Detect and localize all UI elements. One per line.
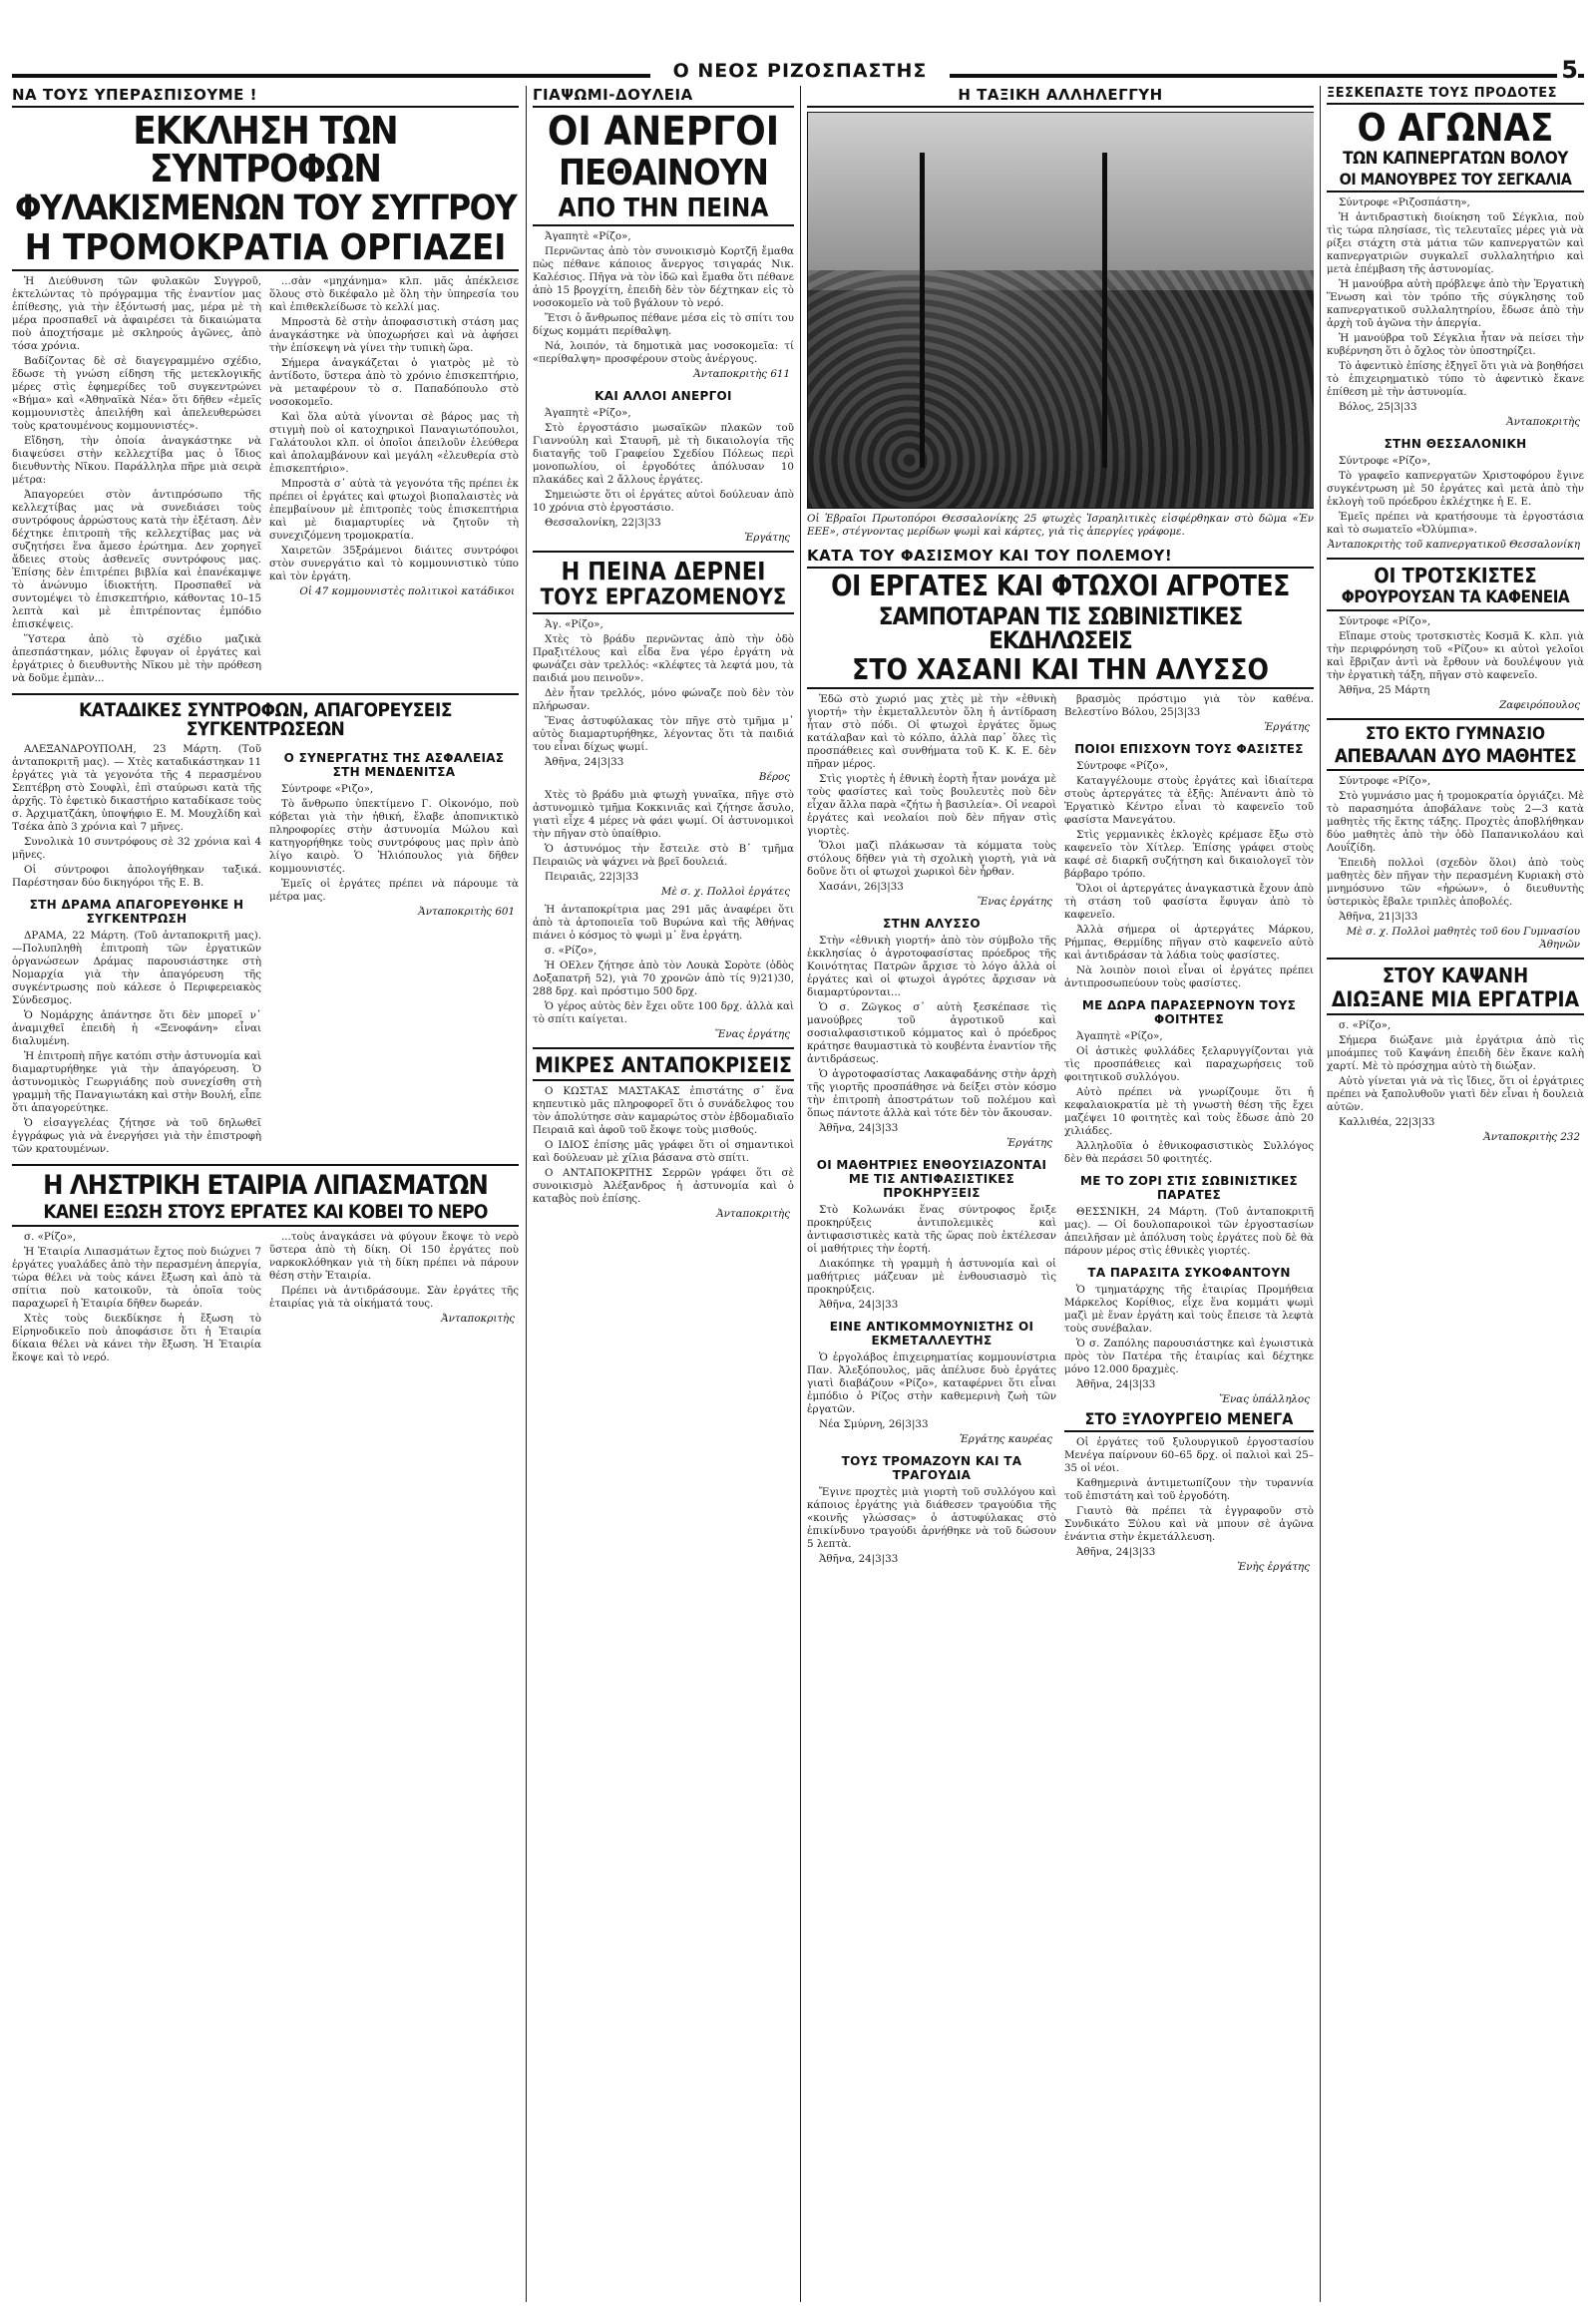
paragraph: Σημειώστε ὅτι οἱ ἐργάτες αὐτοὶ δούλευαν ἀπὸ 10 χρόνια στὸ ἐργοστάσιο. <box>533 489 794 514</box>
paragraph: Σύντροφε «Ριζο», <box>281 783 374 795</box>
paragraph: Καθημερινὰ ἀντιμετωπίζουν τὴν τυραννία τοῦ ἐπιστάτη καὶ τοῦ ἐργοδότη. <box>1064 1477 1314 1502</box>
paragraph: Ὁ ἀστυνόμος τὴν ἔστειλε στὸ Β᾽ τμῆμα Πειραιῶς νὰ ψάχνει νὰ βρεῖ δουλειά. <box>533 843 794 868</box>
paragraph: Μπροστὰ σ᾽ αὐτὰ τὰ γεγονότα τῆς πρέπει ἐκ πρέπει οἱ ἐργάτες καὶ φτωχοὶ βιοπαλαιστὲς νὰ ἐπεμβαίνουν μὲ ἐπιτροπὲς τοὺς ἐπισκεπτήρια καὶ μὲ διαμαρτυρίες νὰ ζητοῦν τὴ συνεχιζόμενη τρομοκρατία. <box>269 478 519 542</box>
paragraph: Νά, λοιπόν, τὰ δημοτικὰ μας νοσοκομεῖα: τί «περίθαλψη» προσφέρουν στοὺς ἀνέργους. <box>533 340 794 365</box>
paragraph: Ἡ Ἑταιρία Λιπασμάτων ἔχτος ποὺ διώχνει 7 ἐργάτες γυαλάδες ἀπὸ τὴν περασμένη ἀπεργία, τώρα θέλει νὰ τοὺς κάνει ἔξωση καὶ ἀπὸ τὰ σπίτια ποὺ κατοικοῦν, τὰ ὁποῖα τοὺς παραχωρεῖ ἡ Ἑταιρία δῆθεν δωρεάν. <box>12 1246 261 1310</box>
article-body <box>12 275 519 687</box>
paragraph: Δὲν ἦταν τρελλός, μόνο φώναζε ποὺ δὲν τὸν πλήρωσαν. <box>533 687 794 712</box>
paragraph: Ἐμεῖς πρέπει νὰ κρατήσουμε τὰ ἐργοστάσια καὶ τὸ σωματεῖο «Ὀλύμπια». <box>1327 511 1584 536</box>
headline: ΔΙΩΞΑΝΕ ΜΙΑ ΕΡΓΑΤΡΙΑ <box>1327 989 1584 1015</box>
page-number: 5 <box>1557 56 1578 84</box>
newspaper-title: Ο ΝΕΟΣ ΡΙΖΟΣΠΑΣΤΗΣ <box>650 60 950 82</box>
paragraph: Ἀγαπητὲ «Ρίζο», <box>1076 1030 1163 1042</box>
paragraph: Τὸ ἀφεντικὸ ἐπίσης ἐξηγεῖ ὅτι γιὰ νὰ βοηθήσει τὸ ἐπιχειρηματικὸ τύπο τὸ ἀφεντικὸ ἔκανε ἐπίθεση μὲ τὴν ἀστυνομία. <box>1327 360 1584 398</box>
subheading: ΜΕ ΤΟ ΖΟΡΙ ΣΤΙΣ ΣΩΒΙΝΙΣΤΙΚΕΣ ΠΑΡΑΤΕΣ <box>1080 1174 1298 1202</box>
photo-caption: Οἱ Ἑβραῖοι Πρωτοπόροι Θεσσαλονίκης 25 φτωχὲς Ἰσραηλιτικὲς εἰσφέρθηκαν στὸ δῶμα «Ἐν ΕΕΕ», στέγνοντας μερίδων ψωμὶ καὶ κάρτες, γιὰ τὶς ἀπεργίες γράφομε. <box>807 513 1314 538</box>
subheading: ΜΕ ΔΩΡΑ ΠΑΡΑΣΕΡΝΟΥΝ ΤΟΥΣ ΦΟΙΤΗΤΕΣ <box>1081 998 1297 1026</box>
paragraph: Ἀθῆνα, 24|3|33 <box>819 1299 899 1311</box>
paragraph: βρασμὸς πρόστιμο γιὰ τὸν καθένα. Βελεστίνο Βόλου, 25|3|33 <box>1064 693 1314 718</box>
headline: ΣΤΟ ΞΥΛΟΥΡΓΕΙΟ ΜΕΝΕΓΑ <box>1064 1411 1314 1432</box>
signature: Ἕνας ἐργάτης <box>977 896 1052 908</box>
paragraph: Στὸ γυμνάσιο μας ἡ τρομοκρατία ὀργιάζει. Μὲ τὸ παρασημότα ἀποβάλανε τοὺς 2—3 κατὰ μαθητὲς τῆς ἕκτης τάξης. Προχτὲς ἀποβλήθηκαν δύο μαθητὲς ἀπὸ τὴν ὁδὸ Παπανικολάου καὶ Λουΐζίδη. <box>1327 790 1584 854</box>
signature: Ἐργάτης <box>1264 721 1310 733</box>
paragraph: Ἀθῆνα, 24|3|33 <box>1076 1546 1156 1558</box>
paragraph: Χασάνι, 26|3|33 <box>819 881 904 893</box>
signature: Ἀνταποκριτὴς <box>441 1313 515 1325</box>
photo-sky <box>808 113 1314 290</box>
subheading: ΣΤΗΝ ΑΛΥΣΣΟ <box>883 917 981 931</box>
paragraph: Τὸ ἄνθρωπο ὑπεκτίμενο Γ. Οἰκονόμο, ποὺ κόβεται γιὰ τὴν ἠθική, ἔλαβε ἀποπνικτικὸ πληροφορίες στὴν ἀστυνομία Μώλου καὶ κατηγορήθηκε τοὺς συντρόφους μας πρὶν ἀπὸ λίγο καιρὸ. Ὁ Ἠλιόπουλος γιὰ δῆθεν κομμουνιστές. <box>269 798 519 875</box>
paragraph: ΑΛΕΞΑΝΔΡΟΥΠΟΛΗ, 23 Μάρτη. (Τοῦ ἀνταποκριτῆ μας). — Χτὲς καταδικάστηκαν 11 ἐργάτες γιὰ τὰ γεγονότα τῆς 4 περασμένου Σεπτέβρη στὸ Σουφλὶ, ἐπὶ σταύρωσι κατὰ τῆς ἀρχῆς. Τὸ ἐφετικὸ δικαστήριο καταδίκασε τοὺς σ. Ἀρχιματζάκη, ὑποψήφιο Ε. Μ. Μουχλίδη καὶ Τσέκα ἀπὸ 3 χρόνια καὶ 7 μῆνες. <box>12 743 261 833</box>
paragraph: Ἀθῆνα, 24|3|33 <box>545 756 624 768</box>
paragraph: Ὁ τμηματάρχης τῆς ἑταιρίας Προμήθεια Μάρκελος Κορίθιος, εἶχε ἕνα κομμάτι ψωμὶ μαζὶ μὲ ἕναν ἐργάτη καὶ τοὺς ἔπεισε τὰ λεφτὰ τοὺς συνέβαλαν. <box>1064 1284 1314 1335</box>
signature: Ἐργάτης <box>744 532 790 544</box>
paragraph: Αὐτὸ πρέπει νὰ γνωρίζουμε ὅτι ἡ κεφαλαιοκρατία μὲ τὴ γνωστὴ θέση τῆς ἔχει μαζέψει 10 φοιτητὲς καὶ τοὺς ἔδωσε ἀπὸ 20 χιλιάδες. <box>1064 1086 1314 1137</box>
divider <box>1327 558 1584 560</box>
signature: Ζαφειρόπουλος <box>1499 699 1580 711</box>
headline: ΣΤΟ ΕΚΤΟ ΓΥΜΝΑΣΙΟ <box>1365 724 1546 744</box>
headline: ΚΑΝΕΙ ΕΞΩΣΗ ΣΤΟΥΣ ΕΡΓΑΤΕΣ ΚΑΙ ΚΟΒΕΙ ΤΟ ΝΕΡΟ <box>12 1203 519 1227</box>
paragraph: Ὁ σ. Ζῶγκος σ᾽ αὐτὴ ξεσκέπασε τὶς μανούβρες τοῦ ἀγροτικοῦ καὶ σοσιαλφασιστικοῦ κόμματος καὶ ὁ πρόεδρος κράτησε θαυμαστικὰ τὸ κουβέντα ἐναντίον τῆς ἀντιδράσεως. <box>807 1001 1056 1065</box>
subheading: ΟΙ ΜΑΘΗΤΡΙΕΣ ΕΝΘΟΥΣΙΑΖΟΝΤΑΙ ΜΕ ΤΙΣ ΑΝΤΙΦΑΣΙΣΤΙΚΕΣ ΠΡΟΚΗΡΥΞΕΙΣ <box>816 1158 1047 1200</box>
signature: Μὲ σ. χ. Πολλοὶ μαθητὲς τοῦ 6ου Γυμνασίου Ἀθηνῶν <box>1346 926 1580 951</box>
paragraph: Ἐμεῖς οἱ ἐργάτες πρέπει νὰ πάρουμε τὰ μέτρα μας. <box>269 878 519 903</box>
signature: Ἀνταποκριτὴς <box>1506 416 1580 428</box>
headline: Η ΤΡΟΜΟΚΡΑΤΙΑ ΟΡΓΙΑΖΕΙ <box>12 230 519 271</box>
paragraph: Καλλιθέα, 22|3|33 <box>1339 1116 1435 1128</box>
paragraph: Σύντροφε «Ρίζο», <box>1339 455 1431 467</box>
headline: ΚΑΤΑΔΙΚΕΣ ΣΥΝΤΡΟΦΩΝ, ΑΠΑΓΟΡΕΥΣΕΙΣ ΣΥΓΚΕΝΤΡΩΣΕΩΝ <box>78 699 453 740</box>
paragraph: Τὸ γραφεῖο καπνεργατῶν Χριστοφόρου ἔγινε συγκέντρωση μὲ 50 ἐργάτες καὶ μετὰ ἀπὸ τὴν ἐκλογὴ τοῦ πρόεδρου ἐκλέχτηκε ἡ Ε. Ε. <box>1327 470 1584 508</box>
subheading: ΣΤΗ ΔΡΑΜΑ ΑΠΑΓΟΡΕΥΘΗΚΕ Η ΣΥΓΚΕΝΤΡΩΣΗ <box>29 898 244 926</box>
paragraph: Ὁ εἰσαγγελέας ζήτησε νὰ τοῦ δηλωθεῖ ἐγγράφως γιὰ νὰ ἐνεργήσει γιὰ τὴν ἐπιστροφὴ τῶν κρατουμένων. <box>12 1117 261 1155</box>
signature: Ἀνταποκριτὴς 601 <box>418 906 515 918</box>
paragraph: Εἴδηση, τὴν ὁποία ἀναγκάστηκε νὰ διαψεύσει στὴν κελλεχτίβα μας ὁ ἴδιος διευθυντὴς Νῖκου. Παράλληλα πῆρε μιὰ σειρὰ μέτρα: <box>12 435 261 486</box>
paragraph: Εἴπαμε στοὺς τροτσκιστὲς Κοσμᾶ Κ. κλπ. γιὰ τὴν περιφρόνηση τοῦ «Ρίζου» κι αὐτοὶ γελοῖοι καὶ ἔβριζαν ἀντὶ νὰ ἔρθουν νὰ δουλέψουν γιὰ τὴν ἐργατικὴ τάξη, πῆγαν στὸ καφενεῖο. <box>1327 630 1584 681</box>
paragraph: Σύντροφε «Ρίζο», <box>1076 760 1169 772</box>
paragraph: Νὰ λοιπὸν ποιοὶ εἶναι οἱ ἐργάτες πρέπει ἀντιπροσωπεύουν τοὺς φασίστες. <box>1064 964 1314 989</box>
paragraph: Γιαυτὸ θὰ πρέπει τὰ ἐγγραφοῦν στὸ Συνδικάτο Ξύλου καὶ νὰ μπουν σὲ ἀγῶνα ἐνάντια στὴν ἐκμετάλλευση. <box>1064 1505 1314 1543</box>
paragraph: Χτὲς τὸ βράδυ μιὰ φτωχὴ γυναῖκα, πῆγε στὸ ἀστυνομικὸ τμῆμα Κοκκινιᾶς καὶ ζήτησε ἄσυλο, γιατὶ εἶχε 4 μέρες νὰ φάει ψωμί. Οἱ ἀστυνομικοὶ τὴν πῆγαν στὸ ὑπαίθριο. <box>533 789 794 840</box>
paragraph: Ἐδῶ στὸ χωριό μας χτὲς μὲ τὴν «ἐθνικὴ γιορτή» τὴν ἐκμεταλλευτὸν ὅλη ἡ ἀντίδραση ἦταν στὸ πόδι. Οἱ φτωχοὶ ἐργάτες ὅμως κατάλαβαν καὶ τὸ κόλπο, ἀλλὰ παρ᾽ ὅλες τὶς προσπάθειες καὶ συνθήματα τοῦ Κ. Κ. Ε. δὲν πῆραν μέρος. <box>807 693 1056 770</box>
paragraph: Ἀθῆνα, 24|3|33 <box>819 1553 899 1565</box>
paragraph: Ἀθῆνα, 25 Μάρτη <box>1339 684 1430 696</box>
paragraph: Περνῶντας ἀπὸ τὸν συνοικισμὸ Κορτζῆ ἔμαθα πὼς πέθανε κάποιος ἄνεργος τσιγαράς Νικ. Καλέσιος. Πῆγα νὰ τὸν ἰδῶ καὶ ἔμαθα ὅτι πέθανε ἀπὸ 15 βρογχίτη, ἐπειδὴ δὲν τὸν δέχτηκαν εἰς τὸ νοσοκομεῖο νὰ τοῦ βγάλουν τὸ νερό. <box>533 245 794 309</box>
headline: ΑΠΕΒΑΛΑΝ ΔΥΟ ΜΑΘΗΤΕΣ <box>1327 747 1584 771</box>
subheading: ΤΟΥΣ ΤΡΟΜΑΖΟΥΝ ΚΑΙ ΤΑ ΤΡΑΓΟΥΔΙΑ <box>841 1454 1022 1482</box>
paragraph: σ. «Ρίζο», <box>545 945 598 957</box>
paragraph: Στὶς γιορτὲς ἡ ἐθνικὴ ἑορτὴ ἦταν μονάχα μὲ τοὺς φασίστες καὶ τοὺς βουλευτὲς ποὺ δὲν εἶχαν ἄλλα παρὰ «ζήτω ἡ βασιλεία». Οἱ νεαροὶ ἐργάτες καὶ νεολαίοι ποὺ δὲν πῆγαν στὶς γιορτὲς. <box>807 773 1056 837</box>
paragraph: Πρέπει νὰ ἀντιδράσουμε. Σὰν ἐργάτες τῆς ἑταιρίας γιὰ τὰ οἰκήματά τους. <box>269 1285 519 1310</box>
signature: Ἀνταποκριτὴς 611 <box>693 368 790 380</box>
paragraph: Ἡ ΟΕλεν ζήτησε ἀπὸ τὸν Λουκὰ Σορὸτε (ὁδὸς Δοξαπατρῆ 52), γιὰ 70 χρονῶν ἀπὸ τίς 9)21)30, 288 δρχ. καὶ πρόστιμο 500 δρχ. <box>533 960 794 997</box>
photo-pole <box>1102 153 1107 469</box>
paragraph: Ἡ ἀνταποκρίτρια μας 291 μᾶς ἀναφέρει ὅτι ἀπὸ τὰ ἀρτοποιεῖα τοῦ Βυρώνα καὶ τῆς Ἀθήνας πιάνει ὁ κόσμος τὸ ψωμὶ μ᾽ ἕνα ἐργάτη. <box>533 904 794 942</box>
signature: Ἐργάτης καυρέας <box>959 1433 1052 1445</box>
headline: ΕΚΚΛΗΣΗ ΤΩΝ ΣΥΝΤΡΟΦΩΝ <box>133 109 398 191</box>
paragraph: σ. «Ρίζο», <box>1339 1019 1392 1031</box>
paragraph: Ἐπειδὴ πολλοὶ (σχεδὸν ὅλοι) ἀπὸ τοὺς μαθητὲς δὲν πῆγαν τὴν περασμένη Κυριακὴ στὸ μνημόσυνο τῶν «ἡρώων», ὁ διευθυντὴς ὑστερικὸς ἔβαλε τριπλὲς ἀποβολές. <box>1327 857 1584 908</box>
paragraph: Ἀγ. «Ρίζο», <box>545 618 603 630</box>
paragraph: Οἱ σύντροφοι ἀπολογήθηκαν ταξικά. Παρέστησαν δύο δικηγόροι τῆς Ε. Β. <box>12 864 261 889</box>
column-divider <box>1320 86 1321 2302</box>
paragraph: ΘΕΣΣΝΙΚΗ, 24 Μάρτη. (Τοῦ ἀνταποκριτῆ μας). — Οἱ δουλοπαροικοὶ τῶν ἐργοστασίων ἀπειλῆσαν μὲ ἀπόλυση τοὺς ἐργάτες ποὺ δὲ θὰ πάρουν μέρος στὶς ἐθνικὲς γιορτές. <box>1064 1206 1314 1257</box>
divider <box>12 693 519 695</box>
paragraph: Βαδίζοντας δὲ σὲ διαγεγραμμένο σχέδιο, ἔδωσε τὴ γνώση είδηση τῆς μετεκλογικῆς μέρες στὶς ἐφημερίδες τοῦ συγκεντρώνει «Βήμα» καὶ «Ἀθηναϊκὰ Νέα» ὅτι δῆθεν «ἐμεῖς κομμουνιστὲς ἀπειλήθη καὶ ἀπελευθερώσει τοὺς κρατουμένους κομμουνιστές». <box>12 355 261 432</box>
paragraph: Ο ΚΩΣΤΑΣ ΜΑΣΤΑΚΑΣ ἐπιστάτης σ᾽ ἕνα κηπευτικὸ μᾶς πληροφορεῖ ὅτι ὁ συνάδελφος του τὸν ἀπολύτησε σὰν καμαρώτος στὸν ἑβδομαδιαῖο Πειραιᾶ καὶ ἀφοῦ τοῦ ἔκοψε τοὺς μισθούς. <box>533 1085 794 1136</box>
headline: ΣΤΟΥ ΚΑΨΑΝΗ <box>1382 963 1529 987</box>
paragraph: Ὕστερα ἀπὸ τὸ σχέδιο μαζικὰ ἀπεσπάστηκαν, μόλις ἔφυγαν οἱ ἐργάτες καὶ ἐργάτριες ὁ διευθυντὴς Νῖκου μὲ τὴν πρόθεση νὰ δοῦμε ἐμπὰν... <box>12 633 261 684</box>
paragraph: Αὐτὸ γίνεται γιὰ νὰ τὶς ἴδιες, ὅτι οἱ ἐργάτριες πρέπει νὰ ξαπολυθοῦν γιατὶ δὲν εἶναι ἡ δουλειὰ αὐτῶν. <box>1327 1075 1584 1113</box>
masthead <box>12 56 1584 84</box>
paragraph: Θεσσαλονίκη, 22|3|33 <box>545 517 661 529</box>
paragraph: Ἀγαπητὲ «Ρίζο», <box>545 407 631 419</box>
paragraph: Χτὲς τοὺς διεκδίκησε ἡ ἔξωση τὸ Εἰρηνοδικεῖο ποὺ ἀποφάσισε ὅτι ἡ Ἑταιρία δίκαια θέλει νὰ κάνει τὴν ἔξωση. Ἡ Ἑταιρία ἔκοψε καὶ τὸ νερό. <box>12 1313 261 1363</box>
signature: Ἕνας ὑπάλληλος <box>1219 1393 1310 1405</box>
paragraph: Χαιρετῶν 35ξράμενοι διάιτες συντρόφοι στὸν συνεργάτιο καὶ τὸ κομμουνιστικὸ τύπο καὶ τὸν ἐργάτη. <box>269 545 519 582</box>
section-kicker: ΓΙΑΨΩΜΙ-ΔΟΥΛΕΙΑ <box>533 84 794 108</box>
paragraph: Σύντροφε «Ρίζο», <box>1339 615 1431 627</box>
divider <box>1327 718 1584 720</box>
headline: ΦΡΟΥΡΟΥΣΑΝ ΤΑ ΚΑΦΕΝΕΙΑ <box>1327 589 1584 611</box>
paragraph: Σύντροφε «Ριζοσπάστη», <box>1339 196 1470 208</box>
paragraph: Ἀθῆνα, 24|3|33 <box>819 1122 899 1134</box>
paragraph: Καὶ ὅλα αὐτὰ γίνονται σὲ βάρος μας τὴ στιγμὴ ποὺ οἱ κατοχηρικοὶ Παναγιωτόπουλοι, Γαλάτουλοι κλπ. οἱ ὁποῖοι ἀπειλοῦν ἐλεύθερα καὶ ἀπολαμβάνουν καὶ μεγάλη «ἐλευθερία στὸ ἐπισκεπτήριο». <box>269 411 519 475</box>
paragraph: Οἱ ἀστικὲς φυλλάδες ξελαρυγγίζονται γιὰ τὶς προσπάθειες καὶ παραχωρήσεις τοῦ φοιτητικοῦ συλλόγου. <box>1064 1045 1314 1083</box>
headline: Η ΛΗΣΤΡΙΚΗ ΕΤΑΙΡΙΑ ΛΙΠΑΣΜΑΤΩΝ <box>43 1170 488 1201</box>
paragraph: Ἔτσι ὁ ἄνθρωπος πέθανε μέσα εἰς τὸ σπίτι του δίχως κομμάτι περίθαλψη. <box>533 312 794 337</box>
subheading: ΚΑΙ ΑΛΛΟΙ ΑΝΕΡΓΟΙ <box>595 389 732 403</box>
paragraph: Νέα Σμύρνη, 26|3|33 <box>819 1418 929 1430</box>
headline: Ο ΑΓΩΝΑΣ <box>1357 106 1554 150</box>
paragraph: Ὁ Νομάρχης ἀπάντησε ὅτι δὲν μπορεῖ ν᾽ ἀναμιχθεῖ ἐπειδὴ ἡ «Ξενοφάνη» εἶναι διαλυμένη. <box>12 1009 261 1047</box>
paragraph: Ὁ σ. Ζαπόλης παρουσιάστηκε καὶ ἐγωιστικὰ πρὸς τὸν Πατέρα τῆς ἑταιρίας καὶ δέχτηκε μόνο 12.000 δραχμὲς. <box>1064 1338 1314 1375</box>
divider <box>12 1164 519 1166</box>
paragraph: Ἀπαγορεύει στὸν ἀντιπρόσωπο τῆς κελλεχτίβας μας νὰ συνεδιάσει τοὺς συντρόφους ἀρρώστους κατὰ τὴν ἐξέταση. Δὲν δέχτηκε ἐπιτροπὴ τῆς κελλεχτίβας μας νὰ συζητήσει ἕνα ἄμεσο ἐρώτημα. Δεν χορηγεῖ ἄδειες στοὺς ἀσθενεῖς συντρόφους μας. Ἐπίσης δὲν ἐπιτρέπει βιβλία καὶ ἐπανέκαμψε τὸ ἀνώνυμο ἰδιοκτήτη. Προσπαθεῖ νὰ συντομέψει τὸ ἐπισκεπτήριο, κάθοντας 10–15 λεπτὰ καὶ μὲ ἐπιτρέποντας ἐμπόδιο ἐπισκέψεις. <box>12 489 261 630</box>
paragraph: Καταγγέλουμε στοὺς ἐργάτες καὶ ἰδιαίτερα στοὺς ἀρτεργάτες τὰ ἑξῆς: Ἀπέναντι ἀπὸ τὸ Ἐργατικὸ Κέντρο εἶναι τὸ καφενεῖο τοῦ φασίστα Μανεγάτου. <box>1064 775 1314 826</box>
paragraph: Χτὲς τὸ βράδυ περνῶντας ἀπὸ τὴν ὁδὸ Πραξιτέλους καὶ εἶδα ἕνα γέρο ἐργάτη νὰ φωνάζει σὰν τρελλός: «κλέφτες τὰ λεφτά μου, τὰ παιδιά μου πεινοῦν». <box>533 633 794 684</box>
paragraph: Ὁ ἀγροτοφασίστας Λακαφαδάνης στὴν ἀρχὴ τῆς γιορτῆς προσπάθησε νὰ δείξει στὸν κόσμο τὴν ἐπιτροπὴ ἀποστράτων τοῦ πολέμου καὶ ὅπως πάντοτε ἀλλὰ καὶ τότε δὲν τὸν ἄκουσαν. <box>807 1068 1056 1119</box>
signature: Ἐνὴς ἐργάτης <box>1237 1561 1310 1573</box>
signature: Βέρος <box>758 771 790 783</box>
section-kicker: ΞΕΣΚΕΠΑΣΤΕ ΤΟΥΣ ΠΡΟΔΟΤΕΣ <box>1327 84 1584 105</box>
paragraph: Στὶς γερμανικὲς ἐκλογὲς κρέμασε ἔξω στὸ καφενεῖο τὸν Χίτλερ. Ἐπίσης γράφει στοὺς καφέ σὲ διαρκῆ συζήτηση καὶ δικαιολογεῖ τὸν βάρβαρο τρόπο. <box>1064 829 1314 880</box>
paragraph: Μπροστὰ δὲ στὴν ἀποφασιστικὴ στάση μας ἀναγκάστηκε νὰ ὑποχωρήσει καὶ νὰ ἀφήσει τὴν ἐπίσκεψη νὰ γίνει τὴν τυπικὴ ὥρα. <box>269 316 519 354</box>
column-left <box>12 84 519 2306</box>
photo-crowd <box>808 270 1314 508</box>
divider <box>1327 958 1584 960</box>
paragraph: ...τοὺς ἀναγκάσει νὰ φύγουν ἔκοψε τὸ νερὸ ὕστερα ἀπὸ τὴ δίκη. Οἱ 150 ἐργάτες ποὺ ναρκοκλόθηκαν γιὰ τὴ δίκη πρέπει νὰ πάρουν θέση στὴν Ἑταιρία. <box>269 1231 519 1282</box>
headline: ΟΙ ΕΡΓΑΤΕΣ ΚΑΙ ΦΤΩΧΟΙ ΑΓΡΟΤΕΣ <box>831 570 1290 602</box>
paragraph: Σύντροφε «Ρίζο», <box>1339 775 1431 787</box>
divider <box>533 551 794 553</box>
photo-pole <box>920 153 925 469</box>
paragraph: Οἱ ἐργάτες τοῦ ξυλουργικοῦ ἐργοστασίου Μενέγα παίρνουν 60–65 δρχ. οἱ παλιοὶ καὶ 25–35 οἱ νέοι. <box>1064 1436 1314 1474</box>
subheading: ΣΤΗΝ ΘΕΣΣΑΛΟΝΙΚΗ <box>1384 437 1527 451</box>
headline: ΤΟΥΣ ΕΡΓΑΖΟΜΕΝΟΥΣ <box>533 587 794 614</box>
paragraph: Ἕνας ἀστυφύλακας τὸν πῆγε στὸ τμῆμα μ᾽ αὐτὸς διαμαρτυρήθηκε, λέγοντας ὅτι τὰ παιδιά του εἶναι δίχως ψωμί. <box>533 715 794 753</box>
paragraph: Ἡ ἀντιδραστικὴ διοίκηση τοῦ Σέγκλια, ποὺ τὶς τώρα πλησίασε, τὶς τελευταῖες μέρες γιὰ νὰ ρίξει στάχτη στὰ μάτια τῶν καπνεργατῶν καὶ καπνεργατριῶν συγκαλεῖ συλλαλητήριο καὶ μετὰ ἐπέμβαση τῆς ἀστυνομίας. <box>1327 211 1584 275</box>
headline: ΟΙ ΤΡΟΤΣΚΙΣΤΕΣ <box>1374 564 1537 587</box>
news-photo <box>807 112 1314 509</box>
paragraph: Ἔγινε προχτὲς μιὰ γιορτὴ τοῦ συλλόγου καὶ κάποιος ἐργάτης γιὰ διάθεσεν τραγούδια τῆς «κοινῆς γλώσσας» ὁ ἀστυφύλακας στὸ ἐπικίνδυνο τραγούδι ἀρνήθηκε νὰ τοῦ δώσουν 5 λεπτὰ. <box>807 1486 1056 1550</box>
headline: ΦΥΛΑΚΙΣΜΕΝΩΝ ΤΟΥ ΣΥΓΓΡΟΥ <box>14 189 517 228</box>
column-divider <box>800 86 801 2302</box>
paragraph: Συνολικὰ 10 συντρόφους σὲ 32 χρόνια καὶ 4 μῆνες. <box>12 836 261 861</box>
signature: Ἀνταποκριτὴς <box>716 1208 790 1220</box>
headline: ΤΩΝ ΚΑΠΝΕΡΓΑΤΩΝ ΒΟΛΟΥ <box>1343 149 1568 169</box>
paragraph: Ο ΑΝΤΑΠΟΚΡΙΤΗΣ Σερρῶν γράφει ὅτι σὲ συνοικισμὸ Ἀλέξανδρος ἡ ἀστυνομία καὶ ὁ καταβὸς ποὺ ἐπίσης. <box>533 1167 794 1205</box>
paragraph: Ἀθῆνα, 21|3|33 <box>1339 911 1418 923</box>
headline: ΑΠΟ ΤΗΝ ΠΕΙΝΑ <box>533 195 794 226</box>
subheading: Ο ΣΥΝΕΡΓΑΤΗΣ ΤΗΣ ΑΣΦΑΛΕΙΑΣ ΣΤΗ ΜΕΝΔΕΝΙΤΣΑ <box>283 751 505 779</box>
signature: Ἐργάτης <box>1006 1137 1052 1149</box>
paragraph: Ἀθῆνα, 24|3|33 <box>1076 1378 1156 1390</box>
paragraph: Σήμερα ἀναγκάζεται ὁ γιατρὸς μὲ τὸ ἀντίδοτο, ὕστερα ἀπὸ τὸ χρόνιο ἐπισκεπτήριο, νὰ μεταφέρουν τὸ σ. Παπαδόπουλο στὸ νοσοκομεῖο. <box>269 357 519 408</box>
paragraph: ...σὰν «μηχάνημα» κλπ. μᾶς ἀπέκλεισε ὅλους στὸ δικέφαλο μὲ ὅλη τὴν ὑπηρεσία του καὶ ἐπιθεκλείδωσε τὸ κελλί μας. <box>269 275 519 313</box>
paragraph: Ἡ μανούβρα τοῦ Σέγκλια ἦταν νὰ πείσει τὴν κυβέρνηση ὅτι ὁ ὄχλος τὸν ὑποστηρίζει. <box>1327 332 1584 357</box>
paragraph: Ἡ ἐπιτροπὴ πῆγε κατόπι στὴν ἀστυνομία καὶ διαμαρτυρήθηκε γιὰ τὴν ἀπαγόρευση. Ὁ ἀστυνομικὸς Γεωργιάδης ποὺ συνεχίσθη στὴ γραμμὴ τῆς Παναγιωτάκη καὶ στὴν Βουλή, εἶπε ὅτι ἀπαγορεύτηκε. <box>12 1050 261 1114</box>
paragraph: Ἀλληλοῦϊα ὁ ἐθνικοφασιστικὸς Συλλόγος δὲν θὰ περάσει 50 φοιτητές. <box>1064 1140 1314 1165</box>
column-second <box>533 84 794 2306</box>
paragraph: Ὁ ἐργολάβος ἐπιχειρηματίας κομμουνίστρια Παν. Ἀλεξόπουλος, μᾶς ἀπέλυσε δυὸ ἐργάτες γιατὶ διαβάζουν «Ρίζο», καταφέρνει ὅτι εἶναι ἐμπόδιο ὁ Ρίζος στὴν καθεμερινὴ ζωὴ τῶν ἐργατῶν. <box>807 1351 1056 1415</box>
subheading: ΕΙΝΕ ΑΝΤΙΚΟΜΜΟΥΝΙΣΤΗΣ ΟΙ ΕΚΜΕΤΑΛΛΕΥΤΗΣ <box>829 1320 1034 1348</box>
headline: Η ΠΕΙΝΑ ΔΕΡΝΕΙ <box>561 557 766 585</box>
signature: Μὲ σ. χ. Πολλοὶ ἐργάτες <box>660 886 790 898</box>
article-body <box>12 743 519 1158</box>
headline: ΣΤΟ ΧΑΣΑΝΙ ΚΑΙ ΤΗΝ ΑΛΥΣΣΟ <box>807 656 1314 689</box>
divider <box>533 1047 794 1049</box>
paragraph: Σήμερα διώξανε μιὰ ἐργάτρια ἀπὸ τὶς μποάμπες τοῦ Καψάνη ἐπειδὴ δὲν ἔκανε καλὴ χαρτί. Μὲ τὸ πρόσχημα αὐτὸ τὴ διώξαν. <box>1327 1034 1584 1072</box>
signature: Οἱ 47 κομμουνιστὲς πολιτικοὶ κατάδικοι <box>299 585 515 597</box>
column-third <box>807 84 1314 2306</box>
signature: Ἀνταποκριτὴς 232 <box>1483 1131 1580 1143</box>
column-divider <box>526 86 527 2302</box>
section-kicker: Η ΤΑΞΙΚΗ ΑΛΛΗΛΕΓΓΥΗ <box>807 84 1314 108</box>
headline: ΜΙΚΡΕΣ ΑΝΤΑΠΟΚΡΙΣΕΙΣ <box>533 1055 794 1081</box>
section-kicker: ΝΑ ΤΟΥΣ ΥΠΕΡΑΣΠΙΣΟΥΜΕ ! <box>12 84 519 108</box>
paragraph: Στὸ Κολωνάκι ἕνας σύντροφος ἔριξε προκηρύξεις ἀντιπολεμικὲς καὶ ἀντιφασιστικὲς κατὰ τῆς ὥρας ποὺ ἐκτέλεσαν οἱ μαθήτριες τὴν ἑορτή. <box>807 1204 1056 1255</box>
headline: ΟΙ ΑΝΕΡΓΟΙ <box>547 109 780 155</box>
article-body <box>12 1231 519 1366</box>
paragraph: Βόλος, 25|3|33 <box>1339 401 1417 413</box>
paragraph: σ. «Ρίζο», <box>24 1231 77 1243</box>
signature: Ἕνας ἐργάτης <box>714 1028 790 1040</box>
subheading: ΤΑ ΠΑΡΑΣΙΤΑ ΣΥΚΟΦΑΝΤΟΥΝ <box>1087 1266 1291 1280</box>
headline: ΣΑΜΠΟΤΑΡΑΝ ΤΙΣ ΣΩΒΙΝΙΣΤΙΚΕΣ ΕΚΔΗΛΩΣΕΙΣ <box>878 602 1243 654</box>
paragraph: ΔΡΑΜΑ, 22 Μάρτη. (Τοῦ ἀνταποκριτῆ μας).—Πολυπληθὴ ἐπιτροπὴ τῶν ἐργατικῶν ὀργανώσεων Δράμας παρουσιάστηκε στὴ Νομαρχία γιὰ τὴν ἀπαγόρευση τῆς συγκέντρωσης ποὺ κάλεσε ὁ Περιφερειακὸς Σύνδεσμος. <box>12 930 261 1006</box>
paragraph: Πειραιᾶς, 22|3|33 <box>545 871 639 883</box>
paragraph: Ὅλοι μαζὶ πλάκωσαν τὰ κόμματα τοὺς στόλους δῆθεν γιὰ τὴ σχολικὴ γιορτὴ, γιὰ νὰ δοῦνε ὅτι οἱ φτωχοὶ χωρικοὶ δὲν ἦρθαν. <box>807 840 1056 878</box>
headline: ΟΙ ΜΑΝΟΥΒΡΕΣ ΤΟΥ ΣΕΓΚΑΛΙΑ <box>1327 172 1584 193</box>
paragraph: Διακόπηκε τὴ γραμμὴ ἡ ἀστυνομία καὶ οἱ μαθήτριες μάζευαν μὲ ἐνθουσιασμὸ τὶς προκηρύξεις. <box>807 1258 1056 1296</box>
paragraph: Ἡ μανούβρα αὐτὴ πρόβλεψε ἀπὸ τὴν Ἐργατικὴ Ἕνωση καὶ τὸν τρόπο τῆς σύγκλησης τοῦ καπνεργατικοῦ συλλαλητηρίου, ἔδωσε ἀπὸ τὴν ἀρχὴ τοῦ ἀγῶνα τὴν ἀπεργία. <box>1327 278 1584 329</box>
paragraph: Ὅλοι οἱ ἀρτεργάτες ἀναγκαστικὰ ἔχουν ἀπὸ τὴ στάση τοῦ φασίστα ἔφυγαν ἀπὸ τὸ καφενεῖο. <box>1064 883 1314 921</box>
paragraph: Ἡ Διεύθυνση τῶν φυλακῶν Συγγροῦ, ἐκτελώντας τὸ πρόγραμμα τῆς ἐναντίον μας ἐπίθεσης, γιὰ τὴν ἐξόντωσή μας, μέρα μὲ τὴ μέρα προσπαθεῖ νὰ ἀφαιρέσει τὰ δικαιώματα ποὺ ἀποχτήσαμε μὲ σκληρούς ἀγῶνες, ἀπὸ τόσα χρόνια. <box>12 275 261 352</box>
paragraph: Ἀγαπητὲ «Ρίζο», <box>545 230 631 242</box>
article-body <box>807 693 1314 1579</box>
paragraph: Ο ΙΔΙΟΣ ἐπίσης μᾶς γράφει ὅτι οἱ σημαντικοὶ καὶ δούλευαν μὲ χίλια βάσανα στὸ σπίτι. <box>533 1139 794 1164</box>
paragraph: Στὴν «ἐθνικὴ γιορτή» ἀπὸ τὸν σύμβολο τῆς ἐκκλησίας ὁ ἀγροτοφασίστας πρόεδρος τῆς Κοινότητας Πατρῶν ἄρχισε τὸ λόγο ἀλλὰ οἱ ἐργάτες καὶ οἱ φτωχοὶ ἀγρότες ἄρχισαν νὰ διαμαρτύρονται... <box>807 935 1056 998</box>
paragraph: Στὸ ἐργοστάσιο μωσαϊκῶν πλακῶν τοῦ Γιαννούλη καὶ Σταυρῆ, μὲ τὴ δικαιολογία τῆς διαταγῆς τοῦ Γραφείου Σχεδίου Πόλεως περὶ μονοπωλίου, οἱ ἐργοδότες ἀπόλυσαν 10 πλακάδες καὶ 2 ἄλλους ἐργάτες. <box>533 422 794 486</box>
paragraph: Ἀλλὰ σήμερα οἱ ἀρτεργάτες Μάρκου, Ρήμπας, Θερμίδης πῆγαν στὸ καφενεῖο αὐτὸ καὶ ἀντιδράσαν τὰ λάδια τοὺς φασίστες. <box>1064 924 1314 962</box>
section-kicker: ΚΑΤΑ ΤΟΥ ΦΑΣΙΣΜΟΥ ΚΑΙ ΤΟΥ ΠΟΛΕΜΟΥ! <box>807 545 1314 569</box>
paragraph: Ὁ γέρος αὐτὸς δὲν ἔχει οὔτε 100 δρχ. ἀλλὰ καὶ τὸ σπίτι καίγεται. <box>533 1000 794 1025</box>
headline: ΠΕΘΑΙΝΟΥΝ <box>558 153 769 193</box>
signature: Ἀνταποκριτὴς τοῦ καπνεργατικοῦ Θεσσαλονίκη <box>1327 539 1580 551</box>
column-right <box>1327 84 1584 2306</box>
subheading: ΠΟΙΟΙ ΕΠΙΣΧΟΥΝ ΤΟΥΣ ΦΑΣΙΣΤΕΣ <box>1074 742 1304 756</box>
